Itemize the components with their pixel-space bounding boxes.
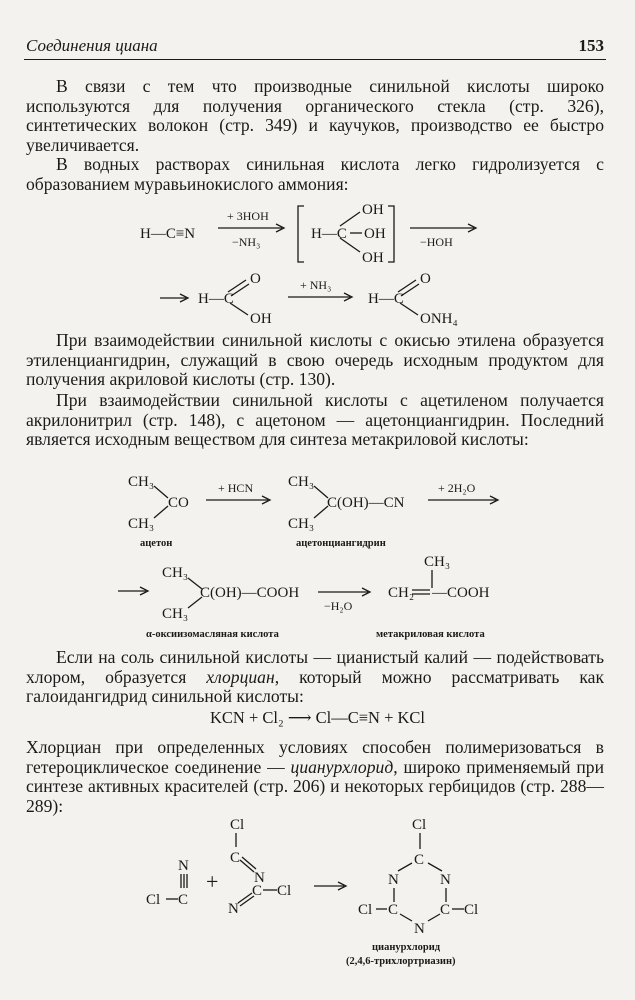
paragraph-5-b: , который можно рассматривать как галоидангидрид синильной кислоты: bbox=[26, 666, 604, 706]
paragraph-2: В водных растворах синильная кислота легко гидролизуется с образованием муравьинокислого аммония: bbox=[26, 154, 604, 194]
cyanohydrin-ch3-top: CH₃ bbox=[288, 474, 315, 490]
reagent-minus-nh3: −NH₃ bbox=[232, 235, 261, 249]
oh-top: OH bbox=[362, 202, 384, 218]
oh-bottom: OH bbox=[362, 250, 384, 266]
acetone-ch3-top: CH₃ bbox=[128, 474, 155, 490]
label-hydroxy-acid: α-оксиизомасляная кислота bbox=[146, 629, 279, 640]
methacrylic-ch2: CH₂ bbox=[388, 585, 415, 601]
monomer3-triple-1 bbox=[238, 893, 252, 903]
triazine-n-bottom: N bbox=[414, 921, 425, 937]
acetone-co: CO bbox=[168, 495, 189, 511]
acetone-ch3-bottom: CH₃ bbox=[128, 516, 155, 532]
triazine-ring-5 bbox=[400, 914, 412, 921]
monomer1-n: N bbox=[178, 858, 189, 874]
triazine-c-right: C bbox=[440, 902, 451, 918]
intermediate-h-c: H—C bbox=[311, 226, 347, 242]
paragraph-3: При взаимодействии синильной кислоты с окисью этилена образуется этиленциангидрин, служащий в свою очередь исходным продуктом для получения акриловой кислоты (стр. 130). bbox=[26, 330, 604, 389]
formic-oh: OH bbox=[250, 311, 272, 327]
monomer3-c: C bbox=[252, 883, 263, 899]
hcn-formula: H—C≡N bbox=[140, 226, 196, 242]
formate-h-c: H—C bbox=[368, 291, 404, 307]
monomer1-c: C bbox=[178, 892, 189, 908]
monomer3-n: N bbox=[228, 901, 239, 917]
monomer2-cl: Cl bbox=[230, 817, 245, 833]
formic-o: O bbox=[250, 271, 261, 287]
triazine-ring-6 bbox=[428, 914, 440, 921]
monomer3-cl: Cl bbox=[277, 883, 292, 899]
paragraph-6-a: Хлорциан при определенных условиях способен полимеризоваться в гетероциклическое соединение — bbox=[26, 737, 604, 777]
term-chlorocyanide: хлорциан bbox=[206, 666, 275, 687]
equation-chlorine: KCN + Cl₂ ⟶ Cl—C≡N + KCl bbox=[209, 708, 425, 727]
formate-onh4: ONH₄ bbox=[420, 311, 458, 327]
formic-h-c: H—C bbox=[198, 291, 234, 307]
triazine-n-right: N bbox=[440, 872, 451, 888]
hydroxy-ch3-top: CH₃ bbox=[162, 565, 189, 581]
reagent-plus-nh3: + NH₃ bbox=[300, 278, 332, 292]
oh-mid: OH bbox=[364, 226, 386, 242]
formate-o: O bbox=[420, 271, 431, 287]
reagent-3hoh: + 3HOH bbox=[227, 209, 269, 223]
reagent-minus-h2o: −H₂O bbox=[324, 599, 353, 613]
triazine-ring-1 bbox=[398, 863, 412, 871]
hydroxy-core: C(OH)—COOH bbox=[200, 585, 300, 601]
label-methacrylic: метакриловая кислота bbox=[376, 629, 485, 640]
triazine-cl-right: Cl bbox=[464, 902, 479, 918]
running-title: Соединения циана bbox=[26, 36, 158, 55]
triazine-ring-2 bbox=[428, 863, 442, 871]
triazine-n-left: N bbox=[388, 872, 399, 888]
methacrylic-cooh: —COOH bbox=[432, 585, 490, 601]
reagent-minus-hoh: −HOH bbox=[420, 235, 453, 249]
label-cyanuric-name: циануpхлорид bbox=[372, 942, 441, 953]
triazine-cl-left: Cl bbox=[358, 902, 373, 918]
paragraph-4: При взаимодействии синильной кислоты с ацетиленом получается акрилонитрил (стр. 148), с ацетоном — ацетонциангидрин. Последний является исходным веществом для синтеза метакриловой кислоты: bbox=[26, 390, 604, 449]
methacrylic-ch3: CH₃ bbox=[424, 554, 451, 570]
reagent-2h2o: + 2H₂O bbox=[438, 481, 476, 495]
monomer1-cl: Cl bbox=[146, 892, 161, 908]
monomer2-n: N bbox=[254, 870, 265, 886]
triazine-cl-top: Cl bbox=[412, 817, 427, 833]
triazine-c-top: C bbox=[414, 852, 425, 868]
label-acetone: ацетон bbox=[140, 538, 173, 549]
monomer2-c: C bbox=[230, 850, 241, 866]
triazine-c-left: C bbox=[388, 902, 399, 918]
paragraph-1: В связи с тем что производные синильной кислоты широко используются для получения органического стекла (стр. 326), синтетических волокон (стр. 349) и каучуков, производство ее быстро увеличивается. bbox=[26, 76, 604, 155]
cyanohydrin-ch3-bottom: CH₃ bbox=[288, 516, 315, 532]
reagent-hcn: + HCN bbox=[218, 481, 254, 495]
paragraph-5-a: Если на соль синильной кислоты — цианистый калий — подействовать хлором, образуется bbox=[26, 647, 604, 687]
cyanohydrin-core: C(OH)—CN bbox=[327, 495, 405, 511]
label-cyanuric-alt: (2,4,6-трихлортриазин) bbox=[346, 956, 456, 967]
term-cyanuric-chloride: циануpхлорид bbox=[290, 756, 394, 777]
paragraph-6-b: , широко применяемый при синтезе активных красителей (стр. 206) и некоторых гербицидов (стр. 288—289): bbox=[26, 756, 604, 816]
hydroxy-ch3-bottom: CH₃ bbox=[162, 606, 189, 622]
label-cyanohydrin: ацетонциангидрин bbox=[296, 538, 386, 549]
page-number: 153 bbox=[578, 36, 604, 55]
plus-sign: + bbox=[206, 869, 219, 894]
